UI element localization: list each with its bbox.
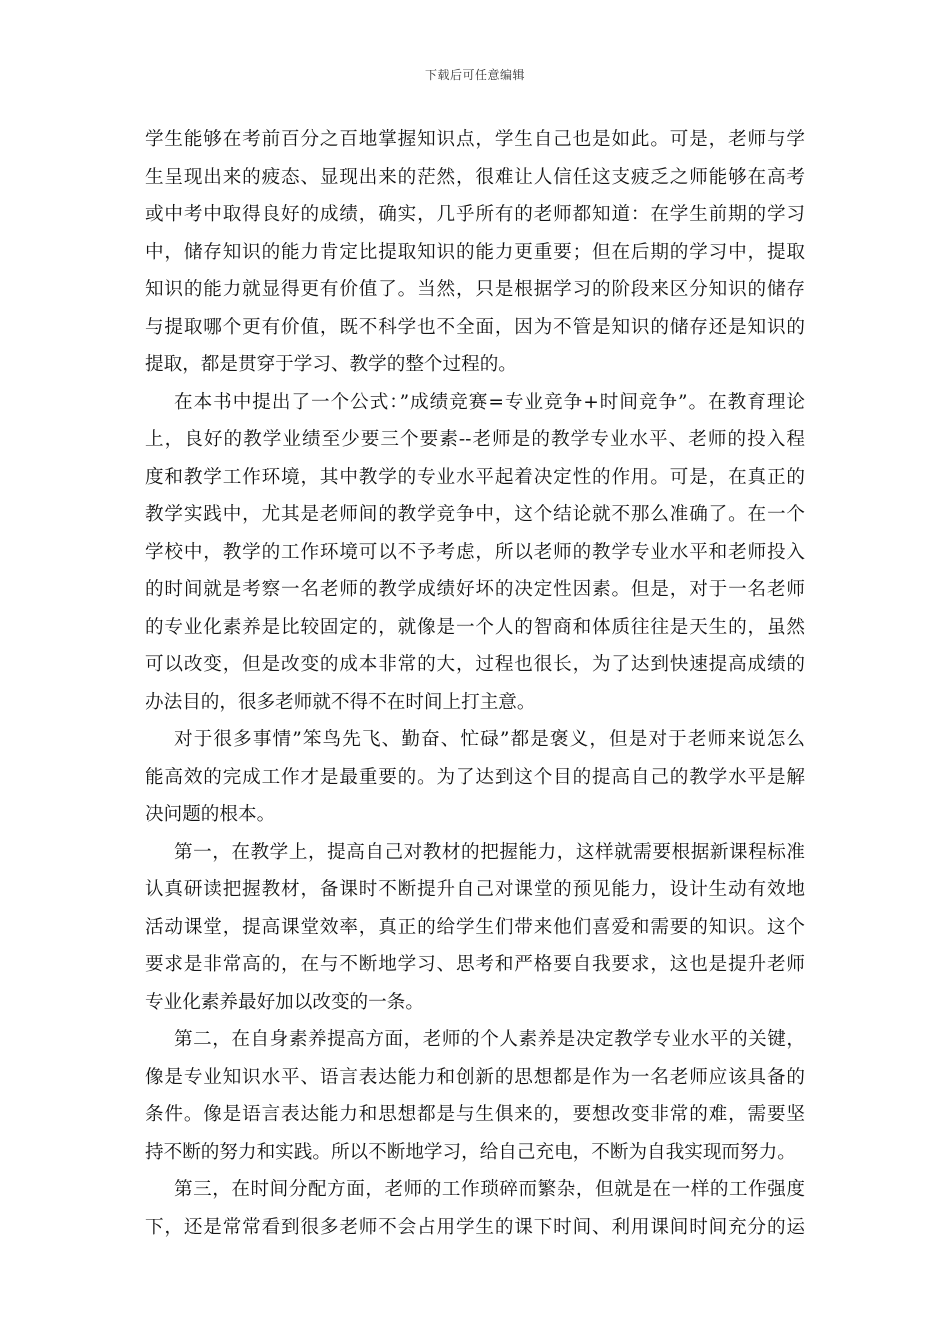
text-line: 条件。像是语言表达能力和思想都是与生俱来的，要想改变非常的难，需要坚 [145, 1104, 805, 1125]
text-line: 下，还是常常看到很多老师不会占用学生的课下时间、利用课间时间充分的运 [145, 1216, 805, 1238]
text-line: 持不断的努力和实践。所以不断地学习，给自己充电，不断为自我实现而努力。 [145, 1141, 796, 1163]
text-line: 专业化素养最好加以改变的一条。 [145, 991, 424, 1013]
text-line: 与提取哪个更有价值，既不科学也不全面，因为不管是知识的储存还是知识的 [145, 316, 805, 338]
text-line: 认真研读把握教材，备课时不断提升自己对课堂的预见能力，设计生动有效地 [145, 879, 805, 900]
page-header: 下载后可任意编辑 [424, 68, 525, 82]
text-line: 第二，在自身素养提高方面，老师的个人素养是决定教学专业水平的关键， [174, 1029, 805, 1050]
paragraph [145, 834, 805, 1022]
paragraph [145, 1021, 805, 1171]
text-line: 第三，在时间分配方面，老师的工作琐碎而繁杂，但就是在一样的工作强度 [174, 1179, 805, 1200]
text-line: 中，储存知识的能力肯定比提取知识的能力更重要；但在后期的学习中，提取 [145, 241, 805, 263]
text-line: 上，良好的教学业绩至少要三个要素--老师是的教学专业水平、老师的投入程 [145, 429, 805, 450]
text-line: 像是专业知识水平、语言表达能力和创新的思想都是作为一名老师应该具备的 [145, 1066, 805, 1088]
text-line: 知识的能力就显得更有价值了。当然，只是根据学习的阶段来区分知识的储存 [145, 279, 805, 300]
text-line: 学校中，教学的工作环境可以不予考虑，所以老师的教学专业水平和老师投入 [145, 541, 805, 563]
text-line: 的时间就是考察一名老师的教学成绩好坏的决定性因素。但是，对于一名老师 [145, 579, 805, 600]
text-line: 办法目的，很多老师就不得不在时间上打主意。 [145, 691, 536, 713]
text-line: 活动课堂，提高课堂效率，真正的给学生们带来他们喜爱和需要的知识。这个 [145, 916, 805, 938]
text-line: 生呈现出来的疲态、显现出来的茫然，很难让人信任这支疲乏之师能够在高考 [145, 166, 805, 188]
paragraph [145, 121, 805, 384]
text-line: 教学实践中，尤其是老师间的教学竞争中，这个结论就不那么准确了。在一个 [145, 504, 805, 525]
text-line: 学生能够在考前百分之百地掌握知识点，学生自己也是如此。可是，老师与学 [145, 129, 805, 150]
text-line: 要求是非常高的，在与不断地学习、思考和严格要自我要求，这也是提升老师 [145, 954, 805, 975]
document-body [145, 121, 805, 1246]
text-line: 可以改变，但是改变的成本非常的大，过程也很长，为了达到快速提高成绩的 [145, 654, 805, 675]
text-line: 决问题的根本。 [145, 804, 276, 825]
text-line: 能高效的完成工作才是最重要的。为了达到这个目的提高自己的教学水平是解 [145, 766, 805, 788]
paragraph [145, 1171, 805, 1246]
text-line: 的专业化素养是比较固定的，就像是一个人的智商和体质往往是天生的，虽然 [145, 616, 805, 638]
text-line: 度和教学工作环境，其中教学的专业水平起着决定性的作用。可是，在真正的 [145, 466, 805, 488]
text-line: 在本书中提出了一个公式：”成绩竞赛=专业竞争+时间竞争”。在教育理论 [174, 391, 805, 413]
text-line: 第一，在教学上，提高自己对教材的把握能力，这样就需要根据新课程标准 [174, 841, 805, 863]
text-line: 对于很多事情”笨鸟先飞、勤奋、忙碌”都是褒义，但是对于老师来说怎么 [174, 729, 805, 750]
text-line: 或中考中取得良好的成绩，确实，几乎所有的老师都知道：在学生前期的学习 [145, 204, 805, 225]
paragraph [145, 384, 805, 722]
paragraph [145, 721, 805, 834]
text-line: 提取，都是贯穿于学习、教学的整个过程的。 [145, 354, 517, 375]
